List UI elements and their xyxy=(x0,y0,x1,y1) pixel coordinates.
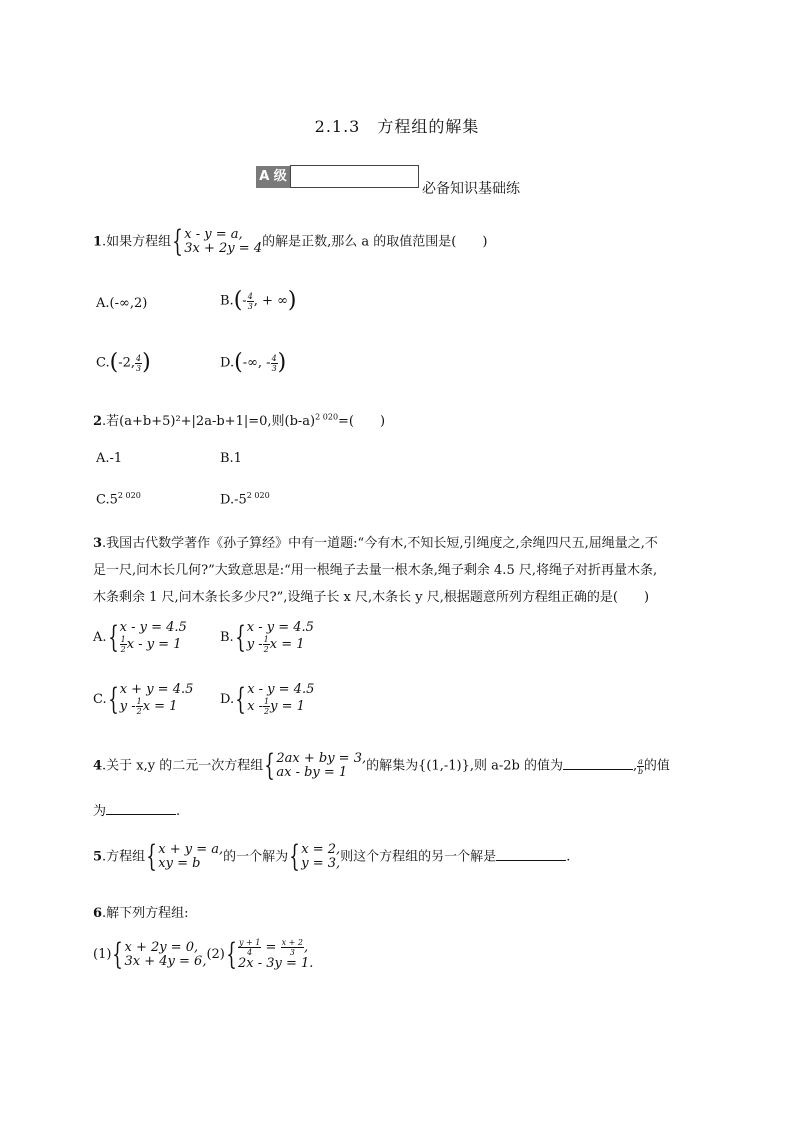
question-text: .若(a+b+5)²+|2a-b+1|=0,则(b-a) xyxy=(102,414,316,429)
equation-row: x - y = 4.5 xyxy=(247,682,315,697)
question-text: 的解集为{(1,-1)},则 a-2b 的值为 xyxy=(366,758,563,774)
question-number: 2 xyxy=(93,414,103,429)
equation-system: { x + y = a, xy = b xyxy=(146,839,224,874)
option-label: C. xyxy=(96,355,110,371)
question-number: 4 xyxy=(93,758,103,774)
option-b xyxy=(220,621,314,654)
level-badge-text: 必备知识基础练 xyxy=(422,181,520,197)
exponent: 2 020 xyxy=(315,412,339,422)
equation-row: 2x - 3y = 1. xyxy=(237,956,314,971)
question-3-line-3: 木条剩余 1 尺,问木条长多少尺?”,设绳子长 x 尺,木条长 y 尺,根据题意所列方程组正确的是( ) xyxy=(93,590,650,605)
question-text: .关于 x,y 的二元一次方程组 xyxy=(102,758,264,774)
fraction: $\frac{4}{3}$ xyxy=(247,291,253,311)
exponent: 2 020 xyxy=(117,491,141,500)
equation-system: { x + y = 4.5 y - $\frac{1}{2}$ x = 1 xyxy=(107,681,194,717)
fraction: $\frac{4}{3}$ xyxy=(136,353,142,373)
question-text: .我国古代数学著作《孙子算经》中有一道题:“今有木,不知长短,引绳度之,余绳四尺五,屈绳量之,不 xyxy=(102,536,658,551)
equation-row: y - $\frac{1}{2}$ x = 1 xyxy=(119,697,178,716)
answer-blank[interactable] xyxy=(106,802,176,815)
option-text: D.-5 xyxy=(220,492,247,508)
fraction: $\frac{4}{3}$ xyxy=(271,353,277,373)
option-a: A.(-∞,2) xyxy=(96,296,148,311)
option-label: B. xyxy=(220,293,234,309)
question-text: .如果方程组 xyxy=(102,234,172,250)
equation-row: x = 2, xyxy=(301,842,341,857)
option-b: B.1 xyxy=(220,451,242,466)
equation-system: { x + 2y = 0, 3x + 4y = 6, xyxy=(112,936,207,972)
question-number: 5 xyxy=(93,849,103,865)
question-text: 的一个解为 xyxy=(223,849,289,865)
question-5 xyxy=(93,839,571,874)
exponent: 2 020 xyxy=(246,491,270,500)
answer-blank[interactable] xyxy=(496,848,566,861)
question-2 xyxy=(93,410,385,429)
question-text: 的值 xyxy=(643,758,670,774)
level-badge: A 级 xyxy=(256,166,290,188)
equation-system: { x - y = 4.5 $\frac{1}{2}$ x - y = 1 xyxy=(107,619,187,655)
option-a xyxy=(93,621,187,654)
page-title: 2.1.3 方程组的解集 xyxy=(314,117,480,136)
part-label: (1) xyxy=(93,947,112,962)
question-text: =( ) xyxy=(338,414,386,429)
question-3-line-2: 足一尺,问木长几何?”大致意思是:“用一根绳子去量一根木条,绳子剩余 4.5 尺,将绳子对折再量木条, xyxy=(93,563,658,578)
level-badge-box xyxy=(290,165,419,188)
answer-blank[interactable] xyxy=(563,757,633,770)
question-text: 的解是正数,那么 a 的取值范围是( ) xyxy=(262,234,488,250)
question-text: . xyxy=(566,849,571,865)
question-number: 1 xyxy=(93,234,103,250)
equation-system: { x - y = a, 3x + 2y = 4 xyxy=(172,224,263,259)
option-text: , + ∞ xyxy=(253,293,288,309)
equation-row: x + 2y = 0, xyxy=(124,939,199,955)
question-text: 为 xyxy=(93,804,107,819)
question-3-line-1 xyxy=(93,532,658,551)
option-text: - xyxy=(242,293,247,309)
question-4: 4.关于 x,y 的二元一次方程组 { 2ax + by = 3, ax - by = 1 的解集为{(1,-1)},则 a-2b 的值为 , $\frac{a}{b}$ 的值 xyxy=(93,748,670,783)
equation-row: 3x + 2y = 4 xyxy=(184,241,263,256)
equation-row: y - $\frac{1}{2}$ x = 1 xyxy=(246,635,305,654)
equation-row: x - y = a, xyxy=(184,227,243,242)
equation-row: $\frac{y + 1}{4}$ = $\frac{x + 2}{3}$ , xyxy=(238,938,309,957)
equation-row: xy = b xyxy=(158,856,201,871)
solution-system: { x = 2, y = 3, xyxy=(289,839,341,874)
option-a: A.-1 xyxy=(96,451,123,466)
option-c: C.(-2, $\frac{4}{3}$ ) xyxy=(96,350,151,375)
equation-row: 3x + 4y = 6, xyxy=(124,953,207,969)
equation-row: x - y = 4.5 xyxy=(246,620,314,635)
option-label: A. xyxy=(93,630,107,645)
question-6 xyxy=(93,902,189,921)
option-c xyxy=(96,491,141,507)
option-c xyxy=(93,683,193,716)
equation-system: { 2ax + by = 3, ax - by = 1 xyxy=(264,748,367,783)
question-text: .方程组 xyxy=(102,849,146,865)
option-label: D. xyxy=(220,355,235,371)
question-4-line-2 xyxy=(93,800,180,819)
equation-row: x - $\frac{1}{2}$ y = 1 xyxy=(247,697,305,716)
equation-row: 2ax + by = 3, xyxy=(276,751,367,766)
equation-system: { $\frac{y + 1}{4}$ = $\frac{x + 2}{3}$ , 2x - 3y = 1. xyxy=(226,936,314,972)
fraction: $\frac{a}{b}$ xyxy=(637,756,644,776)
equation-row: $\frac{1}{2}$ x - y = 1 xyxy=(120,635,182,654)
option-label: B. xyxy=(220,630,234,645)
equation-row: x + y = 4.5 xyxy=(119,682,194,697)
option-text: -2, xyxy=(118,355,136,371)
question-number: 3 xyxy=(93,536,103,551)
question-text: 则这个方程组的另一个解是 xyxy=(340,849,497,865)
option-d: D.(-∞, - $\frac{4}{3}$ ) xyxy=(220,350,287,375)
equation-row: y = 3, xyxy=(301,856,341,871)
option-text: -∞, - xyxy=(242,355,271,371)
question-6-parts xyxy=(93,938,313,971)
equation-row: x + y = a, xyxy=(158,842,224,857)
question-text: . xyxy=(176,804,181,819)
question-1 xyxy=(93,224,488,259)
equation-system: { x - y = 4.5 y - $\frac{1}{2}$ x = 1 xyxy=(234,619,314,655)
equation-row: ax - by = 1 xyxy=(276,765,348,780)
question-text: .解下列方程组: xyxy=(102,906,189,921)
option-label: C. xyxy=(93,692,107,707)
question-number: 6 xyxy=(93,906,103,921)
equation-system: { x - y = 4.5 x - $\frac{1}{2}$ y = 1 xyxy=(235,681,315,717)
option-b: B.(- $\frac{4}{3}$ , + ∞) xyxy=(220,288,297,313)
equation-row: x - y = 4.5 xyxy=(119,620,187,635)
part-label: (2) xyxy=(206,947,225,962)
option-d xyxy=(220,491,270,507)
option-d xyxy=(220,683,314,716)
option-text: C.5 xyxy=(96,492,118,508)
option-label: D. xyxy=(220,692,235,707)
